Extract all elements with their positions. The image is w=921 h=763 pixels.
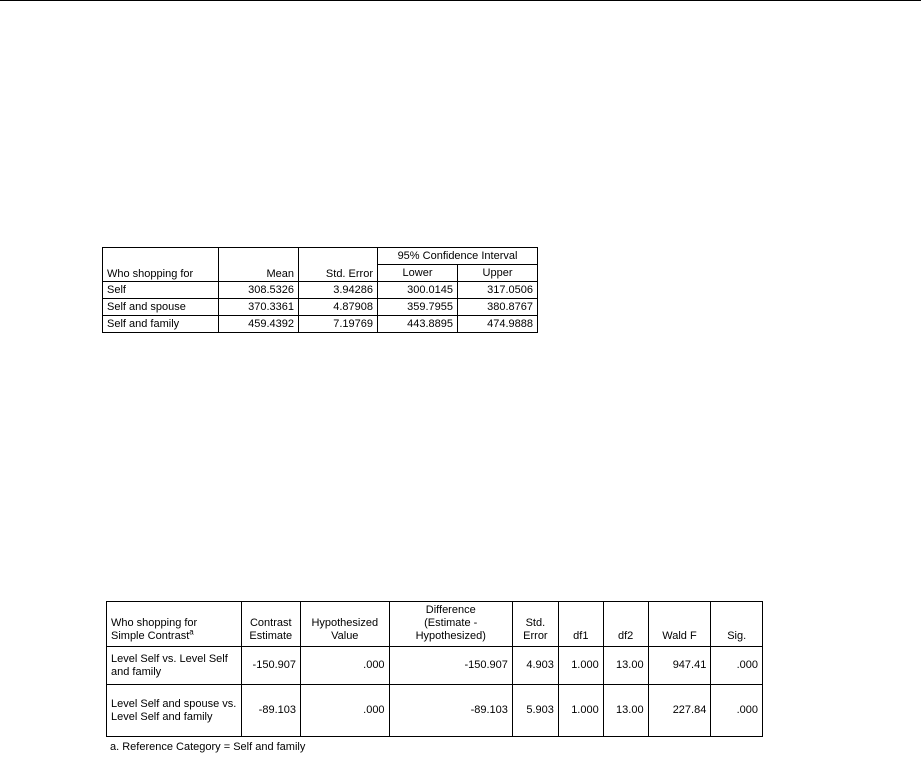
cell-df1: 1.000	[558, 647, 603, 685]
cell-std-error: 4.903	[512, 647, 558, 685]
header-hypothesized-value	[300, 602, 389, 647]
cell-std-error: 7.19769	[299, 316, 378, 333]
header-hyp-line-2: Value	[331, 630, 359, 642]
header-diff-line-1: Difference	[425, 604, 476, 616]
cell-difference: -150.907	[389, 647, 512, 685]
header-df1: df1	[558, 602, 603, 647]
cell-lower: 443.8895	[378, 316, 458, 333]
cell-df1: 1.000	[558, 685, 603, 737]
footnote-marker: a	[189, 627, 194, 637]
cell-hypothesized-value: .000	[300, 647, 389, 685]
header-se-line-1: Std.	[525, 617, 546, 629]
header-contrast-line-1: Contrast	[249, 617, 292, 629]
cell-std-error: 4.87908	[299, 299, 378, 316]
header-upper: Upper	[458, 265, 538, 282]
table-row	[103, 282, 538, 299]
table-row	[103, 299, 538, 316]
cell-contrast-estimate: -89.103	[241, 685, 300, 737]
cell-df2: 13.00	[603, 647, 648, 685]
contrast-table	[106, 601, 763, 737]
top-rule	[0, 0, 921, 1]
cell-lower: 300.0145	[378, 282, 458, 299]
cell-lower: 359.7955	[378, 299, 458, 316]
row-label: Self and family	[103, 316, 219, 333]
cell-df2: 13.00	[603, 685, 648, 737]
header-diff-line-3: Hypothesized)	[415, 630, 486, 642]
header-diff-line-2: (Estimate -	[424, 617, 478, 629]
header-difference	[389, 602, 512, 647]
table-row	[107, 647, 763, 685]
cell-sig: .000	[711, 685, 763, 737]
header-who-shopping-for	[107, 602, 242, 647]
cell-upper: 474.9888	[458, 316, 538, 333]
cell-mean: 459.4392	[219, 316, 299, 333]
cell-mean: 370.3361	[219, 299, 299, 316]
header-sig: Sig.	[711, 602, 763, 647]
cell-sig: .000	[711, 647, 763, 685]
row-label: Self and spouse	[103, 299, 219, 316]
header-lower: Lower	[378, 265, 458, 282]
means-header-row-1	[103, 248, 538, 265]
header-who-line-1: Who shopping for	[111, 617, 198, 629]
cell-hypothesized-value: .000	[300, 685, 389, 737]
row-label: Self	[103, 282, 219, 299]
cell-std-error: 3.94286	[299, 282, 378, 299]
header-hyp-line-1: Hypothesized	[311, 617, 379, 629]
cell-std-error: 5.903	[512, 685, 558, 737]
row-label: Level Self vs. Level Self and family	[107, 647, 242, 685]
table-footnote: a. Reference Category = Self and family	[110, 741, 306, 753]
cell-contrast-estimate: -150.907	[241, 647, 300, 685]
header-confidence-interval: 95% Confidence Interval	[378, 248, 538, 265]
header-simple-contrast: Simple Contrast	[111, 630, 190, 642]
cell-wald-f: 947.41	[648, 647, 711, 685]
header-who-shopping-for: Who shopping for	[103, 248, 219, 282]
header-contrast-estimate	[241, 602, 300, 647]
cell-upper: 317.0506	[458, 282, 538, 299]
header-wald-f: Wald F	[648, 602, 711, 647]
cell-upper: 380.8767	[458, 299, 538, 316]
header-contrast-line-2: Estimate	[249, 630, 293, 642]
header-mean: Mean	[219, 248, 299, 282]
means-table	[102, 247, 538, 333]
row-label: Level Self and spouse vs. Level Self and family	[107, 685, 242, 737]
header-std-error	[512, 602, 558, 647]
cell-difference: -89.103	[389, 685, 512, 737]
table-row	[107, 685, 763, 737]
header-df2: df2	[603, 602, 648, 647]
header-std-error: Std. Error	[299, 248, 378, 282]
table-row	[103, 316, 538, 333]
contrast-header-row	[107, 602, 763, 647]
cell-mean: 308.5326	[219, 282, 299, 299]
cell-wald-f: 227.84	[648, 685, 711, 737]
header-se-line-2: Error	[523, 630, 548, 642]
